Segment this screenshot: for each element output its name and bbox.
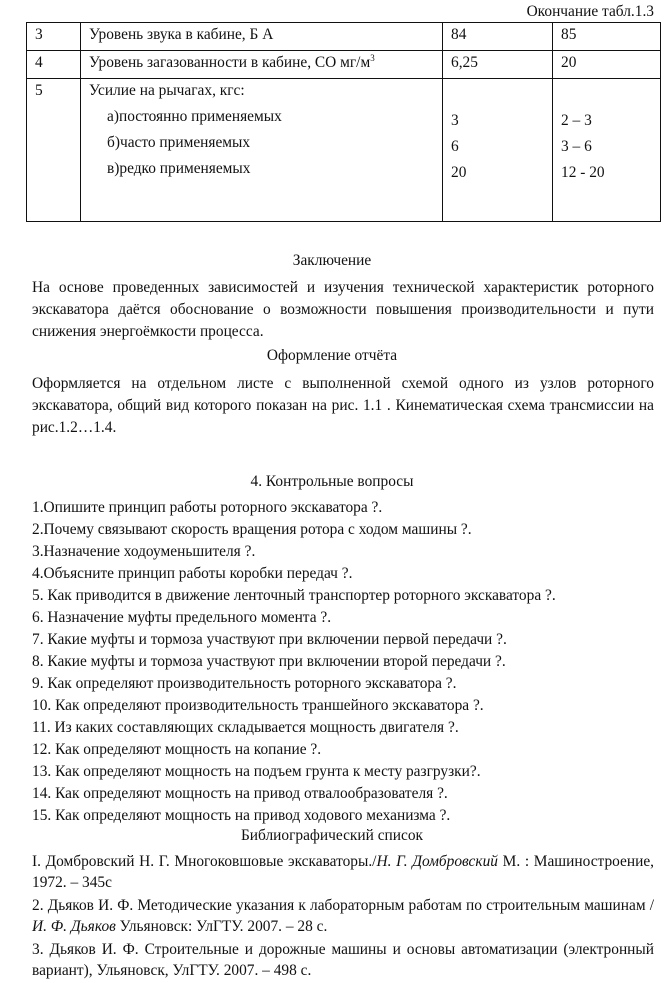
- bibliography-item: [32, 939, 654, 981]
- sub-item-value: 2 – 3: [561, 112, 592, 129]
- bibliography-author: И. Ф. Дьяков: [32, 918, 116, 935]
- list-item: 5. Как приводится в движение ленточный транспортер роторного экскаватора ?.: [32, 587, 556, 604]
- sub-item-value: 3 – 6: [561, 138, 592, 156]
- unit-superscript: 3: [370, 53, 375, 63]
- list-item: 6. Назначение муфты предельного момента ?.: [32, 609, 332, 626]
- list-item: 13. Как определяют мощность на подъем грунта к месту разгрузки?.: [32, 763, 481, 780]
- list-item: 14. Как определяют мощность на привод отвалообразователя ?.: [32, 785, 448, 802]
- row-parameter-text: Уровень загазованности в кабине, СО мг/м: [89, 54, 371, 72]
- list-item: 1.Опишите принцип работы роторного экскаватора ?.: [32, 499, 383, 516]
- list-item: 3.Назначение ходоуменьшителя ?.: [32, 543, 256, 560]
- bibliography-list: [32, 851, 654, 983]
- row-value-1: 84: [443, 23, 553, 51]
- bibliography-text: 3. Дьяков И. Ф. Строительные и дорожные машины и основы автоматизации (электронный вариант), Ульяновск, УлГТУ. 2007. – 498 с.: [32, 941, 654, 979]
- row-number: 5: [27, 79, 81, 222]
- row-parameter-title: Усилие на рычагах, кгс:: [89, 82, 245, 99]
- table-caption: Окончание табл.1.3: [526, 3, 654, 20]
- list-item: 4.Объясните принцип работы коробки передач ?.: [32, 565, 353, 582]
- bibliography-author: Н. Г. Домбровский: [376, 853, 498, 870]
- row-value-1: [443, 79, 553, 222]
- list-item: 8. Какие муфты и тормоза участвуют при включении второй передачи ?.: [32, 653, 506, 670]
- row-parameter: [81, 79, 443, 222]
- list-item: 7. Какие муфты и тормоза участвуют при включении первой передачи ?.: [32, 631, 507, 648]
- questions-heading: 4. Контрольные вопросы: [250, 473, 414, 490]
- list-item: 15. Как определяют мощность на привод ходового механизма ?.: [32, 807, 451, 824]
- bibliography-text: Ульяновск: УлГТУ. 2007. – 28 с.: [115, 918, 328, 935]
- table-row: [27, 79, 661, 222]
- row-value-2: 20: [553, 51, 661, 79]
- bibliography-heading: Библиографический список: [240, 827, 424, 844]
- list-item: 12. Как определяют мощность на копание ?.: [32, 741, 322, 758]
- report-text: Оформляется на отдельном листе с выполненной схемой одного из узлов роторного экскаватора, общий вид которого показан на рис. 1.1 . Кинематическая схема трансмиссии на рис.1.2…1.4.: [32, 375, 654, 436]
- bibliography-text: М. : Машиностроение, 1972. – 345с: [32, 853, 655, 891]
- bibliography-text: I. Домбровский Н. Г. Многоковшовые экскаваторы./: [32, 853, 377, 870]
- row-value-1: 6,25: [443, 51, 553, 79]
- table-row: [27, 51, 661, 79]
- row-value-2: [553, 79, 661, 222]
- sub-item-label: а)постоянно применяемых: [107, 108, 282, 126]
- list-item: 2.Почему связывают скорость вращения ротора с ходом машины ?.: [32, 521, 472, 538]
- sub-item-value: 12 - 20: [561, 164, 605, 182]
- sub-item-value: 3: [451, 112, 459, 129]
- conclusion-heading: Заключение: [292, 252, 372, 269]
- sub-item-label: в)редко применяемых: [107, 160, 251, 178]
- row-parameter: Уровень звука в кабине, Б А: [81, 23, 443, 51]
- list-item: 9. Как определяют производительность роторного экскаватора ?.: [32, 675, 457, 692]
- bibliography-text: 2. Дьяков И. Ф. Методические указания к лабораторным работам по строительным машинам /: [32, 897, 654, 914]
- bibliography-item: [32, 851, 654, 893]
- conclusion-text: На основе проведенных зависимостей и изучения технической характеристик роторного экскаватора даётся обоснование о возможности повышения производительности и пути снижения энергоёмкости процесса.: [32, 279, 654, 340]
- table-row: [27, 23, 661, 51]
- bibliography-item: [32, 895, 654, 937]
- report-heading: Оформление отчёта: [266, 347, 398, 364]
- parameters-table: [26, 22, 661, 222]
- list-item: 10. Как определяют производительность траншейного экскаватора ?.: [32, 697, 484, 714]
- row-parameter: [81, 51, 443, 79]
- list-item: 11. Из каких составляющих складывается мощность двигателя ?.: [32, 719, 459, 736]
- sub-item-value: 20: [451, 164, 467, 182]
- questions-list: [32, 497, 654, 827]
- row-number: 3: [27, 23, 81, 51]
- sub-item-label: б)часто применяемых: [107, 134, 251, 152]
- row-value-2: 85: [553, 23, 661, 51]
- sub-item-value: 6: [451, 138, 459, 156]
- row-number: 4: [27, 51, 81, 79]
